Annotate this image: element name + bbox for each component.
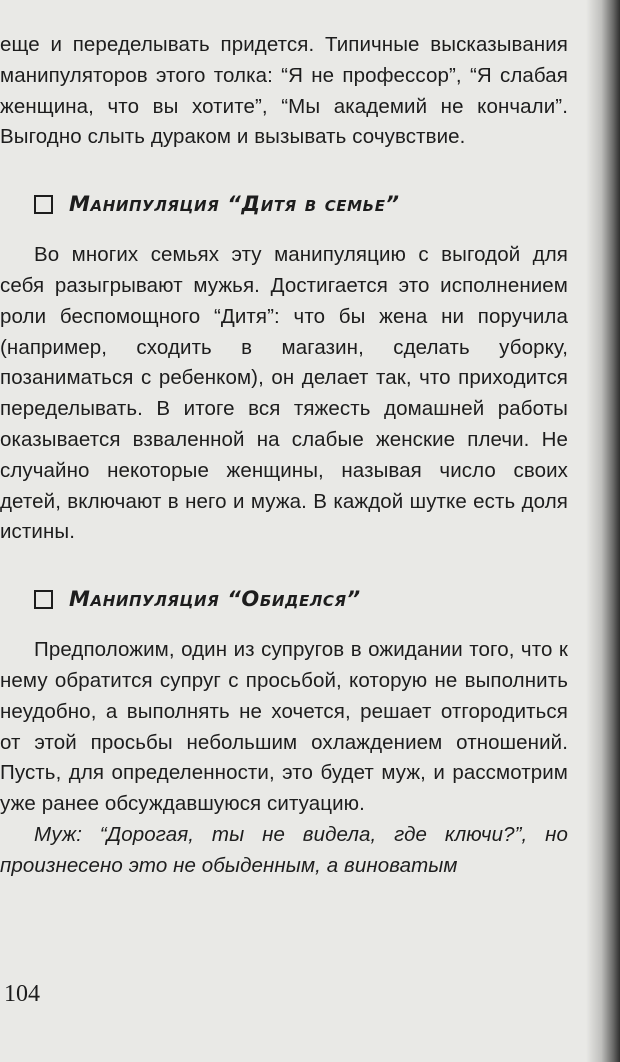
- book-page: [0, 30, 568, 882]
- book-gutter-shadow: [586, 0, 620, 1062]
- checkbox-square-icon: [34, 195, 53, 214]
- page-number: 104: [4, 981, 40, 1007]
- paragraph-obidelsya: Предположим, один из супругов в ожидании того, что к нему обратится супруг с просьбой, которую не выполнить неудобно, а выполнять не хочется, решает отгородиться от этой просьбы небольшим охлаждением отношений. Пусть, для определенности, это будет муж, и рассмотрим уже ранее обсуждавшуюся ситуацию.: [0, 638, 568, 816]
- checkbox-square-icon: [34, 590, 53, 609]
- section-heading-obidelsya: [34, 579, 568, 619]
- paragraph-dialogue: Муж: “Дорогая, ты не видела, где ключи?”, но произнесено это не обыденным, а виноватым: [0, 822, 568, 877]
- paragraph-continuation: еще и переделывать придется. Типичные высказывания манипуляторов этого толка: “Я не профессор”, “Я слабая женщина, что вы хотите”, “Мы академий не кончали”. Выгодно слыть дураком и вызывать сочувствие.: [0, 33, 568, 149]
- section-heading-ditya: [34, 184, 568, 224]
- paragraph-ditya: Во многих семьях эту манипуляцию с выгодой для себя разыгрывают мужья. Достигается это исполнением роли беспомощного “Дитя”: что бы жена ни поручила (например, сходить в магазин, сделать уборку, позаниматься с ребенком), он делает так, что приходится переделывать. В итоге вся тяжесть домашней работы оказывается взваленной на слабые женские плечи. Не случайно некоторые женщины, называя число своих детей, включают в него и мужа. В каждой шутке есть доля истины.: [0, 243, 568, 544]
- section-heading-obidelsya-text: Манипуляция “Обиделся”: [69, 587, 361, 612]
- section-heading-ditya-text: Манипуляция “Дитя в семье”: [69, 192, 400, 217]
